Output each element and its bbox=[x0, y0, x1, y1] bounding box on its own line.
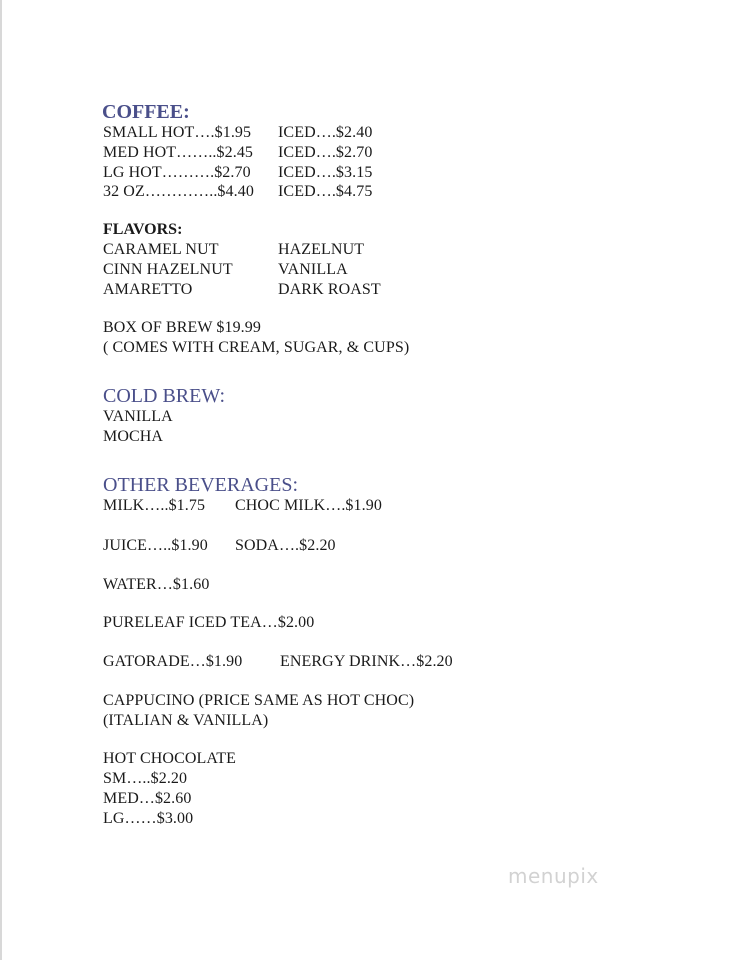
cappucino-flavors: (ITALIAN & VANILLA) bbox=[103, 712, 269, 729]
coffee-med-hot: MED HOT……..$2.45 bbox=[103, 144, 254, 161]
milk-price: MILK…..$1.75 bbox=[103, 497, 206, 514]
coffee-small-hot: SMALL HOT….$1.95 bbox=[103, 124, 252, 141]
flavor-item: CARAMEL NUT bbox=[103, 241, 219, 258]
flavor-item: VANILLA bbox=[278, 261, 348, 278]
choc-milk-price: CHOC MILK….$1.90 bbox=[235, 497, 382, 514]
hot-chocolate-size: MED…$2.60 bbox=[103, 790, 192, 807]
flavors-heading: FLAVORS: bbox=[103, 221, 183, 238]
coffee-med-iced: ICED….$2.70 bbox=[278, 144, 373, 161]
coffee-small-iced: ICED….$2.40 bbox=[278, 124, 373, 141]
gatorade-price: GATORADE…$1.90 bbox=[103, 653, 243, 670]
flavor-item: AMARETTO bbox=[103, 281, 193, 298]
coffee-lg-hot: LG HOT……….$2.70 bbox=[103, 164, 251, 181]
cold-brew-item: MOCHA bbox=[103, 428, 164, 445]
hot-chocolate-size: SM…..$2.20 bbox=[103, 770, 188, 787]
hot-chocolate-size: LG……$3.00 bbox=[103, 810, 194, 827]
pureleaf-price: PURELEAF ICED TEA…$2.00 bbox=[103, 614, 315, 631]
cappucino-price-note: CAPPUCINO (PRICE SAME AS HOT CHOC) bbox=[103, 692, 415, 709]
energy-drink-price: ENERGY DRINK…$2.20 bbox=[280, 653, 453, 670]
flavor-item: CINN HAZELNUT bbox=[103, 261, 233, 278]
coffee-32oz-iced: ICED….$4.75 bbox=[278, 183, 373, 200]
cold-brew-item: VANILLA bbox=[103, 408, 173, 425]
coffee-lg-iced: ICED….$3.15 bbox=[278, 164, 373, 181]
water-price: WATER…$1.60 bbox=[103, 576, 210, 593]
page-edge bbox=[0, 0, 2, 960]
menupix-watermark: menupix bbox=[508, 864, 599, 888]
flavor-item: DARK ROAST bbox=[278, 281, 381, 298]
soda-price: SODA….$2.20 bbox=[235, 537, 336, 554]
box-of-brew-note: ( COMES WITH CREAM, SUGAR, & CUPS) bbox=[103, 339, 410, 356]
juice-price: JUICE…..$1.90 bbox=[103, 537, 208, 554]
hot-chocolate-heading: HOT CHOCOLATE bbox=[103, 750, 237, 767]
other-beverages-heading: OTHER BEVERAGES: bbox=[103, 474, 298, 496]
box-of-brew-price: BOX OF BREW $19.99 bbox=[103, 319, 261, 336]
cold-brew-heading: COLD BREW: bbox=[103, 385, 226, 407]
coffee-32oz-hot: 32 OZ…………..$4.40 bbox=[103, 183, 254, 200]
flavor-item: HAZELNUT bbox=[278, 241, 365, 258]
coffee-heading: COFFEE: bbox=[102, 101, 190, 123]
